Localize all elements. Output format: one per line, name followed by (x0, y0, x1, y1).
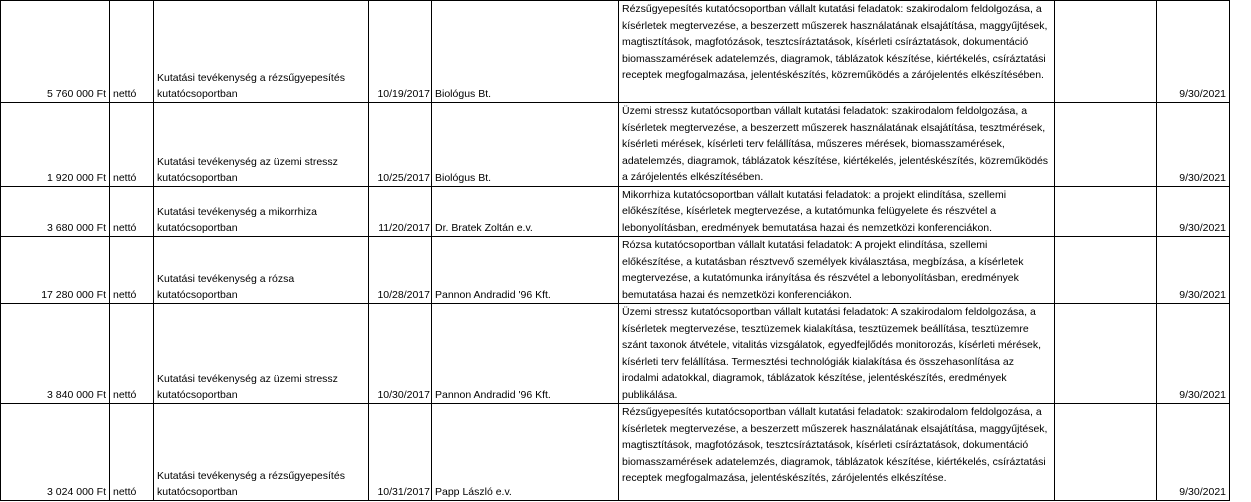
table-row (1, 237, 1230, 304)
empty-cell[interactable] (1055, 186, 1157, 237)
table-row (1, 103, 1230, 187)
contractor-cell[interactable]: Pannon Andradid '96 Kft. (432, 237, 619, 304)
net-cell[interactable]: nettó (110, 1, 154, 103)
amount-cell[interactable]: 5 760 000 Ft (1, 1, 110, 103)
description-cell[interactable]: Üzemi stressz kutatócsoportban vállalt kutatási feladatok: A szakirodalom feldolgozása, a kísérletek megtervezése, tesztüzemek kialakítása, tesztüzemek beállítása, tesztüzemre szánt taxonok átvétele, vitalitás vizsgálatok, egyedfejlődés monitorozás, kísérleti mérések, kísérleti terv felállítása. Termesztési technológiák kialakítása és összehasonlítása az irodalmi adatokkal, diagramok, táblázatok készítése, jelentéskészítés, eredmények publikálása. (619, 304, 1055, 404)
description-cell[interactable]: Rózsa kutatócsoportban vállalt kutatási feladatok: A projekt elindítása, szellemi előkészítése, a kutatásban résztvevő személyek kiválasztása, megbízása, a kísérletek megtervezése, a kutatómunka irányítása és részvétel a lebonyolításban, eredmények bemutatása hazai és nemzetközi konferenciákon. (619, 237, 1055, 304)
task-title-cell[interactable]: Kutatási tevékenység a rózsa kutatócsoportban (154, 237, 369, 304)
table-row (1, 1, 1230, 103)
contractor-cell[interactable]: Biológus Bt. (432, 103, 619, 187)
contract-date-cell[interactable]: 11/20/2017 (369, 186, 432, 237)
net-cell[interactable]: nettó (110, 404, 154, 501)
net-cell[interactable]: nettó (110, 304, 154, 404)
amount-cell[interactable]: 3 680 000 Ft (1, 186, 110, 237)
amount-cell[interactable]: 3 840 000 Ft (1, 304, 110, 404)
empty-cell[interactable] (1055, 1, 1157, 103)
description-cell[interactable]: Mikorrhiza kutatócsoportban vállalt kutatási feladatok: a projekt elindítása, szellemi előkészítése, kísérletek megtervezése, a kutatómunka felügyelete és részvétel a lebonyolításban, eredmények bemutatása hazai és nemzetközi konferenciákon. (619, 186, 1055, 237)
contract-date-cell[interactable]: 10/30/2017 (369, 304, 432, 404)
deadline-cell[interactable]: 9/30/2021 (1157, 404, 1230, 501)
task-title-cell[interactable]: Kutatási tevékenység a rézsűgyepesítés kutatócsoportban (154, 404, 369, 501)
table-row (1, 404, 1230, 501)
empty-cell[interactable] (1055, 237, 1157, 304)
amount-cell[interactable]: 3 024 000 Ft (1, 404, 110, 501)
contractor-cell[interactable]: Pannon Andradid '96 Kft. (432, 304, 619, 404)
amount-cell[interactable]: 1 920 000 Ft (1, 103, 110, 187)
net-cell[interactable]: nettó (110, 237, 154, 304)
contractor-cell[interactable]: Biológus Bt. (432, 1, 619, 103)
deadline-cell[interactable]: 9/30/2021 (1157, 103, 1230, 187)
description-cell[interactable]: Üzemi stressz kutatócsoportban vállalt kutatási feladatok: szakirodalom feldolgozása, a kísérletek megtervezése, a beszerzett műszerek használatának elsajátítása, tesztmérések, kísérleti mérések, kísérleti terv felállítása, műszeres mérések, biomasszamérések, adatelemzés, diagramok, táblázatok készítése, kiértékelés, jelentéskészítés, közreműködés a zárójelentés elkészítésében. (619, 103, 1055, 187)
table-row (1, 186, 1230, 237)
task-title-cell[interactable]: Kutatási tevékenység az üzemi stressz kutatócsoportban (154, 304, 369, 404)
description-cell[interactable]: Rézsűgyepesítés kutatócsoportban vállalt kutatási feladatok: szakirodalom feldolgozása, a kísérletek megtervezése, a beszerzett műszerek használatának elsajátítása, maggyűjtések, magtisztítások, magfotózások, tesztcsíráztatások, kísérleti csíráztatások, dokumentáció biomasszamérések adatelemzés, diagramok, táblázatok készítése, kiértékelés, csíráztatási receptek megfogalmazása, jelentéskészítés, közreműködés a zárójelentés elkészítésében. (619, 1, 1055, 103)
table-row (1, 304, 1230, 404)
contract-date-cell[interactable]: 10/31/2017 (369, 404, 432, 501)
net-cell[interactable]: nettó (110, 186, 154, 237)
task-title-cell[interactable]: Kutatási tevékenység az üzemi stressz kutatócsoportban (154, 103, 369, 187)
empty-cell[interactable] (1055, 103, 1157, 187)
deadline-cell[interactable]: 9/30/2021 (1157, 1, 1230, 103)
contractor-cell[interactable]: Papp László e.v. (432, 404, 619, 501)
deadline-cell[interactable]: 9/30/2021 (1157, 186, 1230, 237)
contractor-cell[interactable]: Dr. Bratek Zoltán e.v. (432, 186, 619, 237)
description-cell[interactable]: Rézsűgyepesítés kutatócsoportban vállalt kutatási feladatok: szakirodalom feldolgozása, a kísérletek megtervezése, a beszerzett műszerek használatának elsajátítása, maggyűjtések, magtisztítások, magfotózások, tesztcsíráztatások, kísérleti csíráztatások, dokumentáció biomasszamérések adatelemzés, diagramok, táblázatok készítése, kiértékelés, csíráztatási receptek megfogalmazása, jelentéskészítés, zárójelentés elkészítése. (619, 404, 1055, 501)
empty-cell[interactable] (1055, 404, 1157, 501)
deadline-cell[interactable]: 9/30/2021 (1157, 304, 1230, 404)
amount-cell[interactable]: 17 280 000 Ft (1, 237, 110, 304)
empty-cell[interactable] (1055, 304, 1157, 404)
net-cell[interactable]: nettó (110, 103, 154, 187)
deadline-cell[interactable]: 9/30/2021 (1157, 237, 1230, 304)
contract-date-cell[interactable]: 10/25/2017 (369, 103, 432, 187)
contract-date-cell[interactable]: 10/28/2017 (369, 237, 432, 304)
contract-date-cell[interactable]: 10/19/2017 (369, 1, 432, 103)
task-title-cell[interactable]: Kutatási tevékenység a rézsűgyepesítés kutatócsoportban (154, 1, 369, 103)
task-title-cell[interactable]: Kutatási tevékenység a mikorrhiza kutatócsoportban (154, 186, 369, 237)
